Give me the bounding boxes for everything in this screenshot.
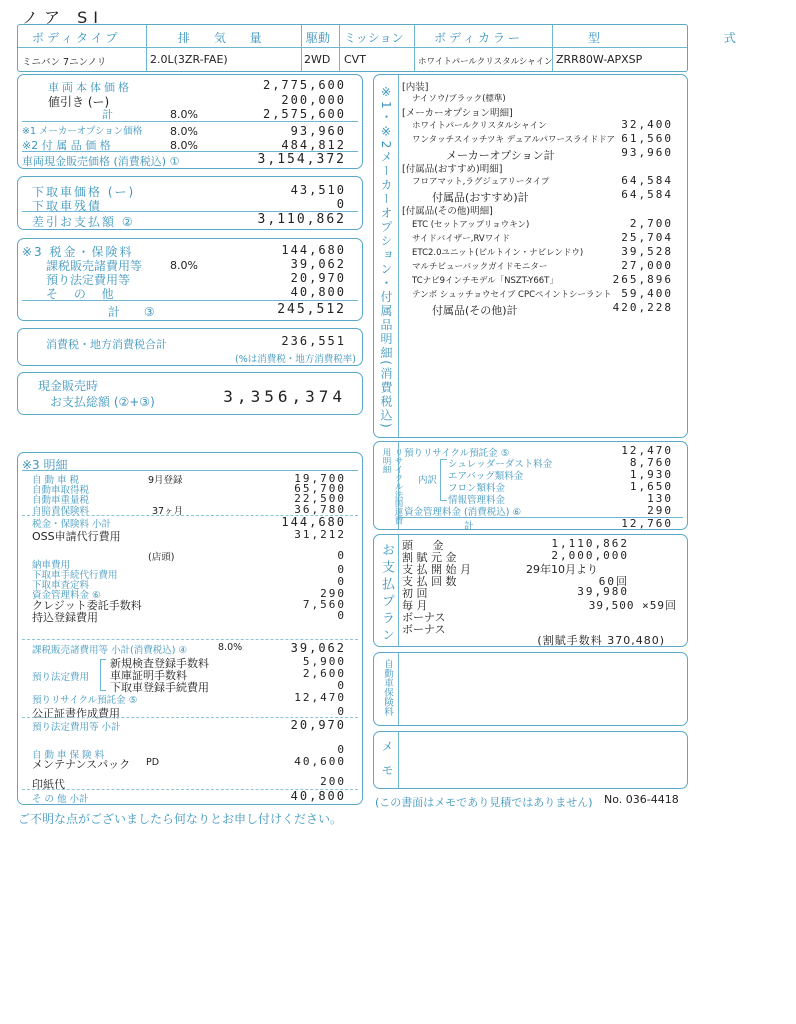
recycle-total-label: 計 — [464, 521, 474, 532]
loan-row-label: 初 回 — [402, 587, 428, 600]
legal-subtotal: 20,970 — [290, 718, 346, 732]
val-drive: 2WD — [304, 53, 331, 66]
tax-row-value: 19,700 — [294, 472, 346, 485]
notary: 0 — [337, 705, 346, 718]
cash-total-label2: お支払総額 (②+③) — [50, 395, 155, 409]
subtotal-rate: 8.0% — [170, 108, 198, 121]
fee-row-value: 0 — [337, 575, 346, 588]
legal-row-name: 新規検査登録手数料 — [110, 657, 209, 670]
loan-row-label: 支 払 回 数 — [402, 575, 457, 588]
tax: 144,680 — [281, 243, 346, 257]
tax-box — [17, 238, 363, 321]
accessory-rate: 8.0% — [170, 139, 198, 152]
other-item-name: テンボ シュッチョウセイブ CPCペイントシーラント — [412, 290, 612, 300]
recycle-box — [373, 441, 688, 530]
loan-row-value: 60回 — [598, 575, 629, 588]
loan-row-label: ボーナス — [402, 611, 446, 624]
tax-total: 245,512 — [277, 302, 346, 317]
tradein-price: 43,510 — [290, 183, 346, 197]
other: 40,800 — [290, 285, 346, 299]
other-label: そ の 他 — [46, 287, 120, 301]
loan-row-label: 割 賦 元 金 — [402, 551, 457, 564]
legal-row-value: 2,600 — [302, 667, 346, 680]
fee-row-name: 納車費用 — [32, 560, 71, 571]
notary-label: 公正証書作成費用 — [32, 707, 120, 720]
tax-row-note: 9月登録 — [148, 475, 183, 486]
consumption-note: (%は消費税・地方消費税率) — [235, 354, 356, 365]
tax-row-value: 36,780 — [294, 503, 346, 516]
maint-note: PD — [146, 757, 160, 768]
payment-label: 差引お支払額 ② — [32, 215, 135, 229]
rec-item-name: フロアマット,ラグジュアリータイプ — [412, 177, 550, 187]
recycle-item-value: 130 — [647, 492, 673, 505]
insurance-side-label: 自動車保険料 — [382, 659, 393, 716]
maint: 40,600 — [294, 755, 346, 768]
detail-recycle: 12,470 — [294, 691, 346, 704]
body-price: 2,775,600 — [262, 78, 346, 92]
legal-subtotal-label: 預り法定費用等 小計 — [32, 722, 121, 733]
cash-total-box — [17, 372, 363, 415]
tradein-price-label: 下取車価格 (ー) — [32, 185, 136, 199]
taxable-subtotal-rate: 8.0% — [218, 642, 243, 653]
maker-item-value: 32,400 — [621, 118, 673, 131]
tax-row-value: 22,500 — [294, 492, 346, 505]
store-label: (店頭) — [148, 552, 175, 563]
recycle-item-name: エアバッグ類料金 — [448, 471, 524, 482]
taxable: 39,062 — [290, 257, 346, 271]
recycle-item-name: シュレッダーダスト料金 — [448, 459, 553, 470]
residual: 0 — [336, 197, 346, 211]
recycle-item-value: 8,760 — [629, 456, 673, 469]
insurance-box — [373, 652, 688, 726]
consumption-box — [17, 328, 363, 366]
residual-label: 下取車残債 — [32, 199, 103, 213]
other-item-value: 27,000 — [621, 259, 673, 272]
doc-number: No. 036-4418 — [604, 793, 679, 806]
detail-recycle-label: 預りリサイクル預託金 ⑤ — [32, 695, 138, 706]
fee-row-name: クレジット委託手数料 — [32, 599, 142, 612]
recycle-mgmt-label: 資金管理料金 (消費税込) ⑥ — [404, 507, 521, 518]
loan-row-label: 毎 月 — [402, 599, 428, 612]
recycle-item-value: 1,930 — [629, 468, 673, 481]
maker-total-label: メーカーオプション計 — [446, 149, 555, 162]
other-item-value: 25,704 — [621, 231, 673, 244]
recycle-item-name: 情報管理料金 — [448, 495, 506, 506]
rec-label: [付属品(おすすめ)明細] — [402, 164, 503, 175]
cash-price: 3,154,372 — [257, 152, 346, 167]
other-item-value: 59,400 — [621, 287, 673, 300]
fee-row-value: 290 — [320, 587, 346, 600]
loan-side-label: お支払プラン — [379, 543, 394, 645]
tax-label: ※3 税金・保険料 — [22, 245, 134, 259]
loan-row-value: 39,500 ×59回 — [588, 599, 677, 612]
maint-label: メンテナンスパック — [32, 758, 131, 771]
fee-row-value: 0 — [337, 563, 346, 576]
insurance: 0 — [337, 743, 346, 756]
accessory-label: ※2 付 属 品 価 格 — [22, 139, 111, 152]
other-opt-label: [付属品(その他)明細] — [402, 206, 493, 217]
col-drive: 駆動 — [306, 31, 331, 45]
other-subtotal: 40,800 — [290, 789, 346, 803]
loan-row-label: 頭 金 — [402, 539, 452, 552]
options-box — [373, 74, 688, 438]
legal-row-value: 0 — [337, 679, 346, 692]
tax-row-name: 自 動 車 税 — [32, 475, 80, 486]
tax-total-label: 計 ③ — [108, 305, 165, 319]
footer-note: ご不明な点がございましたら何なりとお申し付けください。 — [18, 812, 343, 826]
recycle-mgmt: 290 — [647, 504, 673, 517]
payment: 3,110,862 — [257, 212, 346, 227]
recycle-item-value: 1,650 — [629, 480, 673, 493]
stamp-label: 印紙代 — [32, 778, 65, 791]
rec-total-label: 付属品(おすすめ)計 — [432, 191, 529, 204]
loan-box — [373, 534, 688, 647]
other-item-name: マルチビューバックガイドモニター — [412, 262, 548, 272]
deposit: 20,970 — [290, 271, 346, 285]
legal-row-value: 5,900 — [302, 655, 346, 668]
taxable-subtotal: 39,062 — [290, 641, 346, 655]
detail-box — [17, 452, 363, 805]
discount-label: 値引き (ー) — [48, 95, 110, 109]
tax-row-note: 37ヶ月 — [152, 506, 184, 517]
page-title: ノア SI — [22, 8, 104, 27]
maker-opt-label: ※1 メーカーオプション価格 — [22, 126, 143, 137]
maker-opt-detail-label: [メーカーオプション明細] — [402, 108, 513, 119]
col-body-color: ボディカラー — [434, 31, 524, 45]
rec-item-value: 64,584 — [621, 174, 673, 187]
fee-row-name: 持込登録費用 — [32, 611, 98, 624]
rec-total: 64,584 — [621, 188, 673, 201]
tax-subtotal: 144,680 — [281, 515, 346, 529]
loan-row-value: 1,110,862 — [551, 537, 629, 550]
other-total-label: 付属品(その他)計 — [432, 304, 518, 317]
other-item-value: 39,528 — [621, 245, 673, 258]
fee-row-name: 下取車手続代行費用 — [32, 570, 118, 581]
col-displacement: 排 気 量 — [178, 31, 272, 45]
naisou-label: [内装] — [402, 82, 429, 93]
subtotal: 2,575,600 — [262, 107, 346, 121]
val-transmission: CVT — [344, 53, 366, 66]
maker-opt-rate: 8.0% — [170, 125, 198, 138]
cash-total-label1: 現金販売時 — [38, 379, 99, 393]
loan-row-value: 29年10月より — [526, 563, 598, 576]
other-item-value: 265,896 — [612, 273, 673, 286]
col-transmission: ミッション — [344, 31, 404, 45]
body-price-label: 車両本体価格 — [48, 81, 132, 94]
col-model: 型 式 — [588, 31, 796, 45]
oss-value: 31,212 — [294, 528, 346, 541]
maker-item-name: ホワイトパールクリスタルシャイン — [412, 121, 547, 131]
loan-fee: (割賦手数料 370,480) — [537, 634, 665, 647]
val-displacement: 2.0L(3ZR-FAE) — [150, 53, 228, 66]
recycle-item-name: フロン類料金 — [448, 483, 506, 494]
discount: 200,000 — [281, 93, 346, 107]
memo-note: (この書面はメモであり見積ではありません) — [375, 796, 593, 809]
detail-title: ※3 明細 — [22, 458, 68, 472]
tax-subtotal-label: 税金・保険料 小計 — [32, 519, 112, 530]
val-body-color: ホワイトパールクリスタルシャイン — [418, 57, 553, 67]
loan-row-value: 2,000,000 — [551, 549, 629, 562]
recycle-side-label: リサイクル法関連費用明細 — [381, 448, 403, 525]
spec-table — [17, 24, 796, 72]
recycle-deposit-label: 預りリサイクル預託金 ⑤ — [404, 448, 510, 459]
cash-price-label: 車両現金販売価格 (消費税込) ① — [22, 155, 180, 168]
fee-row-value: 7,560 — [302, 598, 346, 611]
recycle-total: 12,760 — [621, 517, 673, 530]
maker-opt: 93,960 — [290, 124, 346, 138]
other-total: 420,228 — [612, 301, 673, 314]
cash-total-value: 3,356,374 — [223, 387, 346, 406]
consumption-label: 消費税・地方消費税合計 — [46, 338, 167, 351]
legal-row-name: 下取車登録手続費用 — [110, 681, 209, 694]
fee-row-value: 0 — [337, 609, 346, 622]
recycle-deposit: 12,470 — [621, 444, 673, 457]
other-subtotal-label: そ の 他 小計 — [32, 794, 89, 805]
memo-side-label: メモ — [380, 740, 394, 788]
fee-row-value: 0 — [337, 549, 346, 562]
price-box — [17, 74, 363, 169]
other-item-name: サイドバイザー,RVワイド — [412, 234, 510, 244]
options-side-label: ※1・※2メーカーオプション・付属品明細(消費税込) — [379, 85, 393, 430]
maker-item-name: ワンタッチスイッチツキ デュアルパワースライドドア — [412, 135, 616, 145]
taxable-subtotal-label: 課税販売諸費用等 小計(消費税込) ④ — [32, 645, 187, 656]
col-body-type: ボディタイプ — [32, 31, 121, 45]
other-item-value: 2,700 — [629, 217, 673, 230]
other-item-name: TCナビ9インチモデル「NSZT-Y66T」 — [412, 276, 558, 286]
legal-label: 預り法定費用 — [32, 672, 90, 683]
fee-row-name: 下取車査定料 — [32, 580, 90, 591]
naisou-item: ナイソウ/ブラック(標準) — [412, 94, 506, 104]
deposit-label: 預り法定費用等 — [46, 273, 131, 287]
tax-row-name: 自賠責保険料 — [32, 506, 90, 517]
loan-row-label: ボーナス — [402, 623, 446, 636]
val-body-type: ミニバン 7ニンノリ — [22, 57, 107, 68]
taxable-label: 課税販売諸費用等 — [46, 259, 143, 273]
loan-row-label: 支 払 開 始 月 — [402, 563, 471, 576]
taxable-rate: 8.0% — [170, 259, 198, 272]
recycle-breakdown-label: 内訳 — [418, 475, 438, 486]
maker-total: 93,960 — [621, 146, 673, 159]
maker-item-value: 61,560 — [621, 132, 673, 145]
tax-row-name: 自動車重量税 — [32, 495, 90, 506]
tax-row-value: 65,700 — [294, 482, 346, 495]
legal-row-name: 車庫証明手数料 — [110, 669, 187, 682]
memo-box — [373, 731, 688, 789]
stamp: 200 — [320, 775, 346, 788]
subtotal-label: 計 — [102, 108, 113, 121]
accessory: 484,812 — [281, 138, 346, 152]
tradein-box — [17, 176, 363, 230]
insurance-label: 自 動 車 保 険 料 — [32, 750, 105, 761]
other-item-name: ETC2.0ユニット(ビルトイン・ナビレンドウ) — [412, 248, 584, 258]
other-item-name: ETC (セットアップリョウキン) — [412, 220, 530, 230]
fee-row-name: 資金管理料金 ⑥ — [32, 590, 101, 601]
val-model: ZRR80W-APXSP — [556, 53, 643, 66]
loan-row-value: 39,980 — [577, 585, 629, 598]
consumption-value: 236,551 — [281, 334, 346, 348]
tax-row-name: 自動車取得税 — [32, 485, 90, 496]
oss-label: OSS申請代行費用 — [32, 530, 121, 543]
